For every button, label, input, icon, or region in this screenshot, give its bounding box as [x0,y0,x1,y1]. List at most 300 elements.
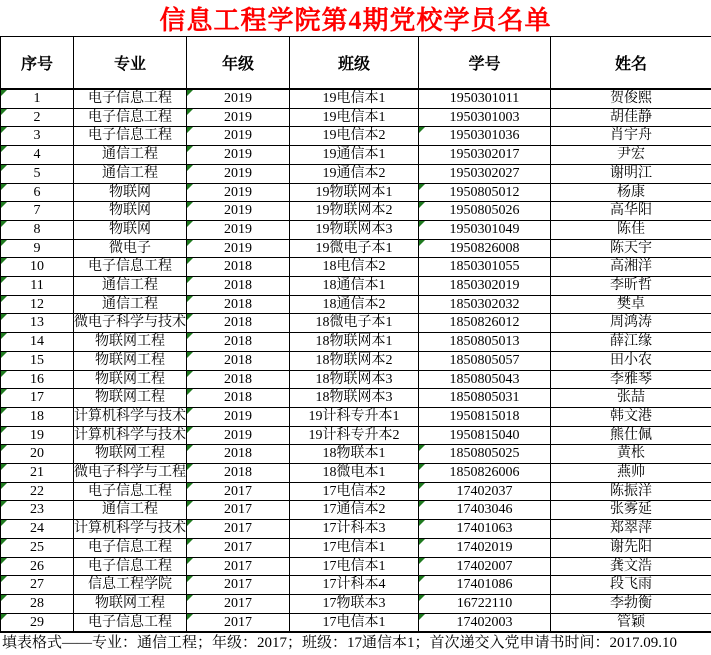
cell-name[interactable] [551,557,711,576]
cell-class[interactable] [290,520,419,539]
cell-student-id[interactable] [419,220,551,239]
cell-grade-text: 2017 [224,484,252,499]
cell-grade[interactable] [187,239,290,258]
cell-student-id[interactable] [419,482,551,501]
cell-class[interactable] [290,445,419,464]
error-indicator-triangle [187,483,193,489]
error-indicator-triangle [1,427,7,433]
cell-seq[interactable] [1,164,74,183]
cell-student-id-text: 1950302027 [450,166,520,181]
cell-student-id[interactable] [419,464,551,483]
cell-major-text: 电子信息工程 [88,91,172,106]
cell-grade[interactable] [187,183,290,202]
cell-name[interactable] [551,576,711,595]
cell-student-id[interactable] [419,295,551,314]
cell-class[interactable] [290,501,419,520]
cell-major[interactable] [74,258,187,277]
cell-seq-text: 14 [30,334,44,349]
cell-student-id[interactable] [419,407,551,426]
error-indicator-triangle [1,483,7,489]
cell-grade[interactable] [187,333,290,352]
error-indicator-triangle [1,576,7,582]
error-indicator-triangle [1,146,7,152]
cell-student-id-text: 1950301049 [450,222,520,237]
cell-seq-text: 15 [30,353,44,368]
cell-class[interactable] [290,407,419,426]
cell-grade[interactable] [187,202,290,221]
error-indicator-triangle [187,333,193,339]
cell-student-id[interactable] [419,333,551,352]
cell-grade[interactable] [187,370,290,389]
cell-major[interactable] [74,613,187,632]
cell-major[interactable] [74,482,187,501]
cell-grade-text: 2018 [224,297,252,312]
cell-student-id[interactable] [419,426,551,445]
error-indicator-triangle [1,165,7,171]
cell-class[interactable] [290,557,419,576]
error-indicator-triangle [1,202,7,208]
cell-grade[interactable] [187,576,290,595]
cell-class[interactable] [290,538,419,557]
cell-student-id[interactable] [419,108,551,127]
cell-major[interactable] [74,557,187,576]
cell-seq-text: 11 [30,278,43,293]
cell-grade[interactable] [187,464,290,483]
cell-class[interactable] [290,258,419,277]
cell-seq-text: 9 [34,241,41,256]
cell-name[interactable] [551,351,711,370]
cell-class-text: 19物联网本1 [316,185,393,200]
cell-major[interactable] [74,295,187,314]
error-indicator-triangle [187,314,193,320]
cell-grade[interactable] [187,277,290,296]
column-header-seq[interactable]: 序号 [1,37,74,90]
table-row [1,482,711,501]
column-header-grade[interactable]: 年级 [187,37,290,90]
column-header-name[interactable]: 姓名 [551,37,711,90]
cell-class[interactable] [290,127,419,146]
cell-name[interactable] [551,538,711,557]
cell-class[interactable] [290,164,419,183]
table-row [1,333,711,352]
cell-seq[interactable] [1,445,74,464]
header-row [1,37,711,90]
cell-class[interactable] [290,239,419,258]
cell-seq[interactable] [1,295,74,314]
cell-grade[interactable] [187,501,290,520]
cell-name[interactable] [551,333,711,352]
cell-major[interactable] [74,220,187,239]
cell-major[interactable] [74,89,187,108]
cell-seq-text: 3 [34,128,41,143]
cell-student-id[interactable] [419,89,551,108]
cell-grade[interactable] [187,89,290,108]
error-indicator-triangle [1,240,7,246]
cell-major[interactable] [74,520,187,539]
cell-major-text: 通信工程 [102,166,158,181]
cell-major-text: 微电子科学与技术 [74,315,186,330]
cell-seq[interactable] [1,183,74,202]
error-indicator-triangle [187,408,193,414]
cell-name-text: 周鸿涛 [610,315,652,330]
cell-seq[interactable] [1,202,74,221]
error-indicator-triangle [1,614,7,620]
cell-major[interactable] [74,370,187,389]
cell-major-text: 电子信息工程 [88,259,172,274]
cell-student-id-text: 1850805025 [450,446,520,461]
cell-seq-text: 13 [30,315,44,330]
cell-name[interactable] [551,258,711,277]
cell-grade[interactable] [187,557,290,576]
cell-class-text: 17电信本1 [323,615,386,630]
cell-name-text: 段飞雨 [610,577,652,592]
cell-seq[interactable] [1,146,74,165]
cell-class-text: 17电信本2 [323,484,386,499]
cell-seq[interactable] [1,314,74,333]
cell-student-id[interactable] [419,202,551,221]
cell-name-text: 陈天宇 [610,241,652,256]
cell-class[interactable] [290,389,419,408]
cell-seq-text: 28 [30,596,44,611]
error-indicator-triangle [419,520,425,526]
cell-seq[interactable] [1,482,74,501]
cell-seq[interactable] [1,464,74,483]
cell-seq[interactable] [1,351,74,370]
cell-grade-text: 2019 [224,203,252,218]
cell-class-text: 19物联网本3 [316,222,393,237]
table-row [1,501,711,520]
cell-major[interactable] [74,239,187,258]
cell-seq-text: 29 [30,615,44,630]
cell-seq[interactable] [1,389,74,408]
cell-seq-text: 26 [30,559,44,574]
cell-major-text: 电子信息工程 [88,110,172,125]
cell-grade[interactable] [187,220,290,239]
cell-name[interactable] [551,108,711,127]
table-row [1,239,711,258]
cell-seq[interactable] [1,576,74,595]
cell-student-id[interactable] [419,183,551,202]
cell-class-text: 19电信本1 [323,91,386,106]
cell-class-text: 17计科本4 [323,577,386,592]
cell-seq[interactable] [1,538,74,557]
cell-student-id-text: 17402007 [457,559,513,574]
cell-name-text: 高华阳 [610,203,652,218]
column-header-sid[interactable]: 学号 [419,37,551,90]
cell-major[interactable] [74,164,187,183]
cell-major-text: 物联网工程 [95,372,165,387]
cell-name-text: 胡佳静 [610,110,652,125]
cell-seq[interactable] [1,426,74,445]
cell-seq[interactable] [1,220,74,239]
cell-name[interactable] [551,426,711,445]
cell-class[interactable] [290,108,419,127]
cell-student-id-text: 1850826006 [450,465,520,480]
cell-class[interactable] [290,426,419,445]
cell-seq[interactable] [1,127,74,146]
cell-grade[interactable] [187,295,290,314]
cell-student-id[interactable] [419,314,551,333]
cell-seq[interactable] [1,258,74,277]
cell-name[interactable] [551,482,711,501]
cell-class-text: 17电信本1 [323,559,386,574]
cell-grade[interactable] [187,445,290,464]
cell-seq[interactable] [1,594,74,613]
cell-class[interactable] [290,464,419,483]
cell-grade[interactable] [187,258,290,277]
cell-grade[interactable] [187,482,290,501]
cell-major[interactable] [74,501,187,520]
error-indicator-triangle [1,258,7,264]
cell-grade-text: 2019 [224,128,252,143]
cell-grade-text: 2017 [224,577,252,592]
cell-student-id[interactable] [419,501,551,520]
cell-seq[interactable] [1,520,74,539]
error-indicator-triangle [1,352,7,358]
cell-class[interactable] [290,314,419,333]
cell-class-text: 18物联网本3 [316,372,393,387]
cell-name[interactable] [551,370,711,389]
error-indicator-triangle [187,464,193,470]
cell-student-id-text: 1850302019 [450,278,520,293]
cell-name[interactable] [551,407,711,426]
cell-class[interactable] [290,370,419,389]
cell-student-id-text: 17403046 [457,502,513,517]
cell-student-id[interactable] [419,594,551,613]
cell-class[interactable] [290,594,419,613]
cell-grade-text: 2019 [224,428,252,443]
cell-grade[interactable] [187,146,290,165]
error-indicator-triangle [1,464,7,470]
cell-class-text: 17通信本2 [323,502,386,517]
cell-student-id-text: 16722110 [457,596,512,611]
cell-name[interactable] [551,445,711,464]
cell-name[interactable] [551,277,711,296]
cell-seq-text: 27 [30,577,44,592]
cell-major[interactable] [74,108,187,127]
column-header-class[interactable]: 班级 [290,37,419,90]
table-row [1,89,711,108]
cell-major-text: 物联网工程 [95,446,165,461]
table-row [1,594,711,613]
cell-class[interactable] [290,146,419,165]
cell-student-id[interactable] [419,389,551,408]
cell-name[interactable] [551,594,711,613]
cell-name[interactable] [551,220,711,239]
cell-major[interactable] [74,277,187,296]
cell-student-id-text: 1850805031 [450,390,520,405]
cell-student-id[interactable] [419,164,551,183]
cell-major[interactable] [74,202,187,221]
cell-name[interactable] [551,202,711,221]
cell-grade[interactable] [187,389,290,408]
cell-grade[interactable] [187,613,290,632]
student-rows [1,89,711,632]
cell-name-text: 薛江缘 [610,334,652,349]
cell-student-id[interactable] [419,351,551,370]
cell-major[interactable] [74,146,187,165]
cell-student-id[interactable] [419,520,551,539]
error-indicator-triangle [187,90,193,96]
error-indicator-triangle [419,614,425,620]
cell-major[interactable] [74,594,187,613]
cell-student-id[interactable] [419,613,551,632]
cell-name[interactable] [551,501,711,520]
cell-grade[interactable] [187,108,290,127]
cell-seq-text: 25 [30,540,44,555]
table-row [1,520,711,539]
column-header-major[interactable]: 专业 [74,37,187,90]
cell-seq[interactable] [1,501,74,520]
cell-grade[interactable] [187,426,290,445]
cell-class-text: 19电信本1 [323,110,386,125]
cell-student-id[interactable] [419,370,551,389]
table-row [1,557,711,576]
cell-class[interactable] [290,202,419,221]
cell-major-text: 计算机科学与技术 [74,409,186,424]
error-indicator-triangle [187,146,193,152]
cell-seq[interactable] [1,239,74,258]
cell-major[interactable] [74,426,187,445]
cell-student-id[interactable] [419,445,551,464]
cell-seq[interactable] [1,333,74,352]
cell-grade[interactable] [187,538,290,557]
cell-major[interactable] [74,445,187,464]
cell-major[interactable] [74,576,187,595]
cell-student-id[interactable] [419,239,551,258]
cell-grade[interactable] [187,594,290,613]
table-row [1,464,711,483]
cell-class-text: 18物联网本1 [316,334,393,349]
table-row [1,202,711,221]
cell-seq[interactable] [1,407,74,426]
error-indicator-triangle [1,296,7,302]
cell-class[interactable] [290,576,419,595]
cell-seq[interactable] [1,89,74,108]
cell-major[interactable] [74,389,187,408]
cell-name[interactable] [551,89,711,108]
error-indicator-triangle [1,127,7,133]
page-title: 信息工程学院第4期党校学员名单 [0,0,711,36]
cell-major-text: 物联网工程 [95,334,165,349]
error-indicator-triangle [187,558,193,564]
cell-seq-text: 17 [30,390,44,405]
cell-class[interactable] [290,482,419,501]
cell-student-id[interactable] [419,538,551,557]
error-indicator-triangle [187,202,193,208]
cell-class[interactable] [290,333,419,352]
cell-seq-text: 2 [34,110,41,125]
error-indicator-triangle [419,558,425,564]
cell-grade[interactable] [187,127,290,146]
cell-major[interactable] [74,314,187,333]
cell-class[interactable] [290,613,419,632]
cell-seq-text: 7 [34,203,41,218]
cell-grade[interactable] [187,314,290,333]
cell-class-text: 18电信本2 [323,259,386,274]
cell-major[interactable] [74,464,187,483]
cell-seq[interactable] [1,557,74,576]
cell-seq[interactable] [1,370,74,389]
cell-seq-text: 12 [30,297,44,312]
cell-class[interactable] [290,183,419,202]
cell-major[interactable] [74,407,187,426]
cell-seq-text: 5 [34,166,41,181]
cell-class-text: 19计科专升本1 [309,409,400,424]
cell-name[interactable] [551,520,711,539]
cell-grade[interactable] [187,164,290,183]
cell-student-id[interactable] [419,557,551,576]
cell-grade[interactable] [187,520,290,539]
cell-student-id-text: 1950301011 [450,91,519,106]
cell-class[interactable] [290,351,419,370]
cell-grade-text: 2018 [224,465,252,480]
cell-name[interactable] [551,314,711,333]
error-indicator-triangle [419,576,425,582]
footer-note[interactable]: 填表格式——专业：通信工程；年级：2017；班级：17通信本1；首次递交入党申请书时间：2017.09.10 [0,633,711,655]
cell-name[interactable] [551,239,711,258]
cell-major[interactable] [74,538,187,557]
cell-class[interactable] [290,89,419,108]
error-indicator-triangle [419,595,425,601]
cell-name[interactable] [551,127,711,146]
cell-student-id-text: 1950805026 [450,203,520,218]
cell-name[interactable] [551,295,711,314]
cell-name[interactable] [551,164,711,183]
cell-class-text: 19物联网本2 [316,203,393,218]
cell-major[interactable] [74,183,187,202]
cell-name-text: 肖宇舟 [610,128,652,143]
error-indicator-triangle [1,109,7,115]
cell-name[interactable] [551,613,711,632]
cell-grade-text: 2019 [224,110,252,125]
cell-student-id[interactable] [419,127,551,146]
cell-class[interactable] [290,277,419,296]
cell-grade-text: 2018 [224,278,252,293]
error-indicator-triangle [419,221,425,227]
cell-major[interactable] [74,127,187,146]
cell-major[interactable] [74,351,187,370]
cell-name[interactable] [551,389,711,408]
table-row [1,127,711,146]
cell-seq[interactable] [1,108,74,127]
cell-grade-text: 2018 [224,334,252,349]
cell-major[interactable] [74,333,187,352]
cell-name[interactable] [551,183,711,202]
cell-student-id[interactable] [419,576,551,595]
cell-class[interactable] [290,220,419,239]
cell-student-id[interactable] [419,277,551,296]
cell-grade[interactable] [187,351,290,370]
cell-seq[interactable] [1,613,74,632]
cell-seq[interactable] [1,277,74,296]
error-indicator-triangle [1,558,7,564]
cell-name[interactable] [551,464,711,483]
cell-class-text: 18通信本2 [323,297,386,312]
cell-student-id[interactable] [419,258,551,277]
cell-major-text: 物联网工程 [95,390,165,405]
cell-name[interactable] [551,146,711,165]
cell-class[interactable] [290,295,419,314]
table-row [1,183,711,202]
cell-grade[interactable] [187,407,290,426]
cell-seq-text: 8 [34,222,41,237]
cell-name-text: 燕帅 [617,465,645,480]
cell-student-id[interactable] [419,146,551,165]
cell-seq-text: 23 [30,502,44,517]
error-indicator-triangle [187,520,193,526]
table-row [1,445,711,464]
